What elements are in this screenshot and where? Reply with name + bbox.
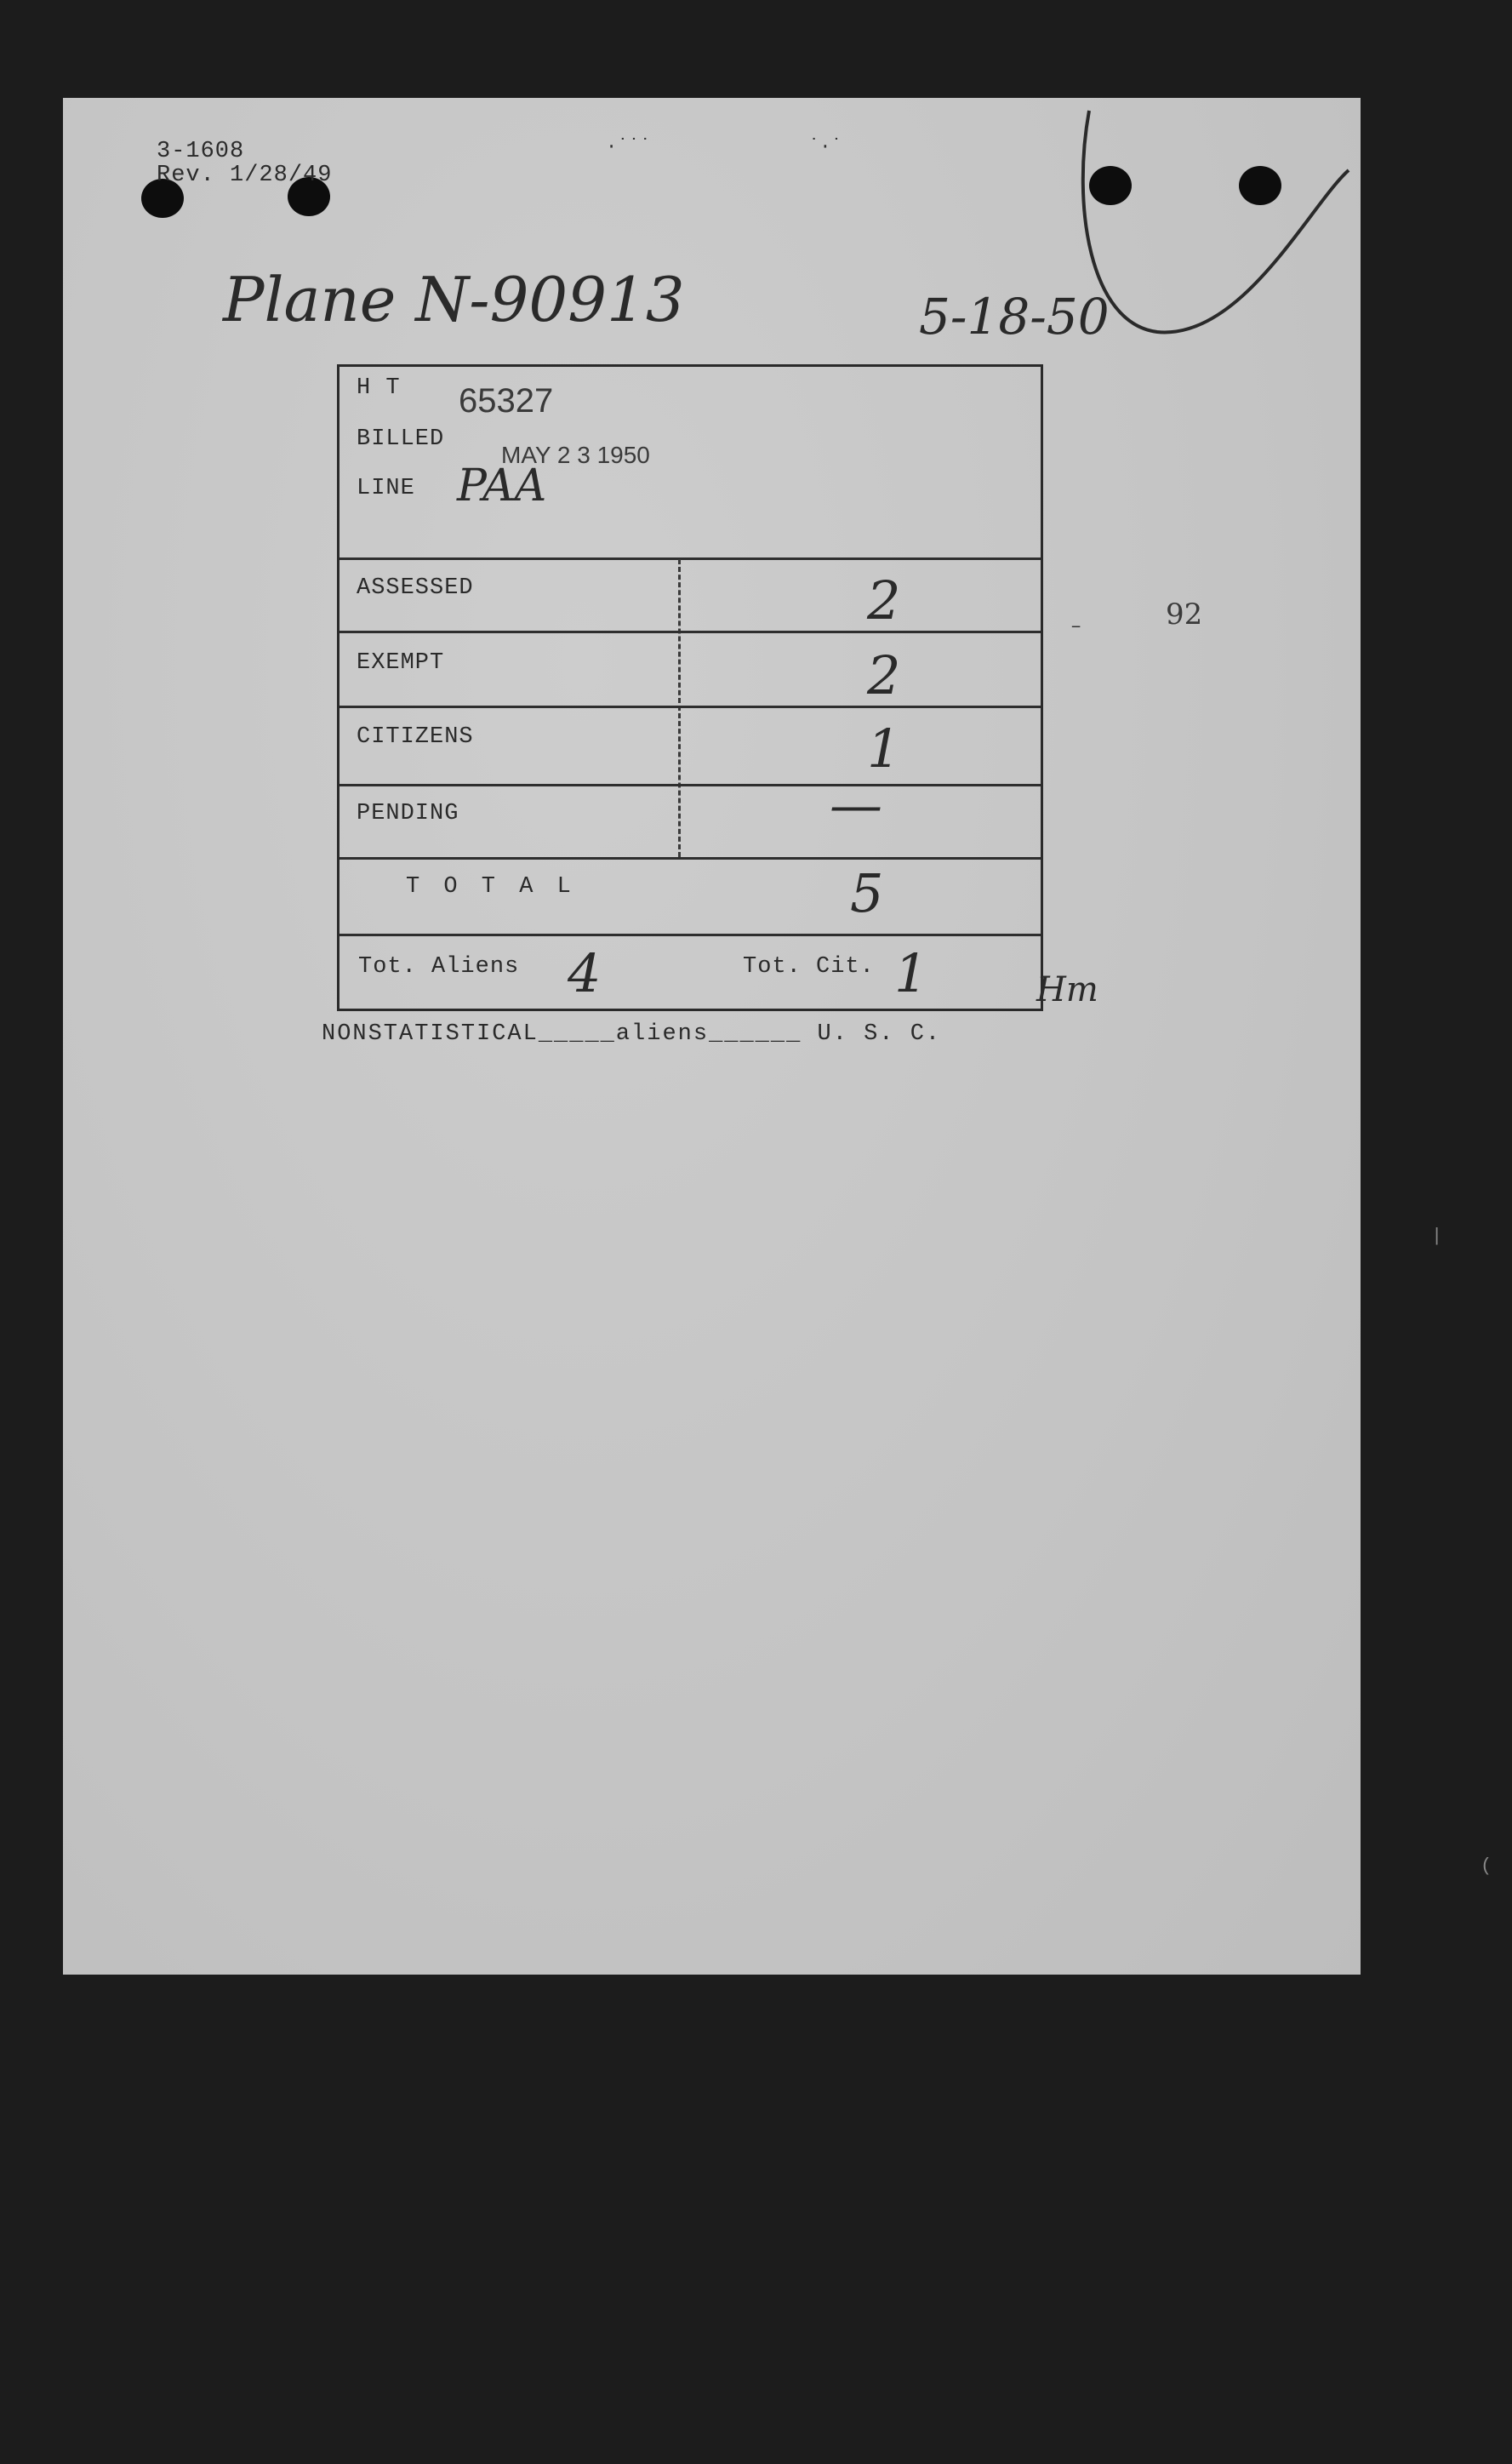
total-cit-value: 1	[894, 942, 928, 1004]
initials: Hm	[1036, 970, 1098, 1009]
margin-number: 92	[1166, 597, 1203, 632]
billed-date-stamp: MAY 2 3 1950	[501, 442, 650, 468]
form-revision: Rev. 1/28/49	[157, 163, 333, 188]
plane-note: Plane N-90913	[223, 264, 685, 335]
row-value-pending: —	[830, 774, 882, 836]
row-value-exempt: 2	[867, 644, 901, 706]
row-label-assessed: ASSESSED	[357, 575, 474, 601]
row-label-exempt: EXEMPT	[357, 650, 445, 676]
pen-stroke	[1055, 102, 1361, 349]
ht-value: 65327	[459, 382, 554, 420]
table-divider	[339, 934, 1041, 936]
line-label: LINE	[357, 476, 415, 501]
nonstatistical-label: NONSTATISTICAL	[322, 1021, 539, 1047]
row-value-citizens: 1	[867, 717, 901, 780]
form-number: 3-1608	[157, 139, 245, 164]
table-divider	[339, 706, 1041, 708]
nonstatistical-line: NONSTATISTICAL_____aliens______ U. S. C.	[322, 1021, 942, 1047]
row-value-assessed: 2	[867, 569, 901, 632]
ht-label: H T	[357, 375, 401, 401]
aliens-label: aliens	[615, 1021, 710, 1047]
total-cit-label: Tot. Cit.	[743, 954, 875, 980]
ink-speck: ·˙˙˙	[606, 136, 651, 157]
column-divider	[678, 559, 681, 857]
ink-dash: –	[1070, 616, 1082, 637]
total-label: T O T A L	[406, 874, 576, 900]
usc-label: U. S. C.	[817, 1021, 942, 1047]
row-label-citizens: CITIZENS	[357, 724, 474, 750]
edge-mark: |	[1431, 1226, 1443, 1247]
table-divider	[339, 784, 1041, 786]
date-note: 5-18-50	[919, 288, 1110, 346]
edge-mark: (	[1481, 1855, 1492, 1877]
total-value: 5	[850, 862, 884, 924]
table-divider	[339, 557, 1041, 560]
total-aliens-label: Tot. Aliens	[358, 954, 520, 980]
table-divider	[339, 857, 1041, 860]
count-table	[337, 364, 1043, 1011]
line-value: PAA	[457, 460, 547, 512]
total-aliens-value: 4	[568, 942, 602, 1004]
billed-label: BILLED	[357, 426, 445, 452]
row-label-pending: PENDING	[357, 801, 459, 826]
ink-speck: ˙·˙	[808, 136, 842, 157]
table-divider	[339, 631, 1041, 633]
